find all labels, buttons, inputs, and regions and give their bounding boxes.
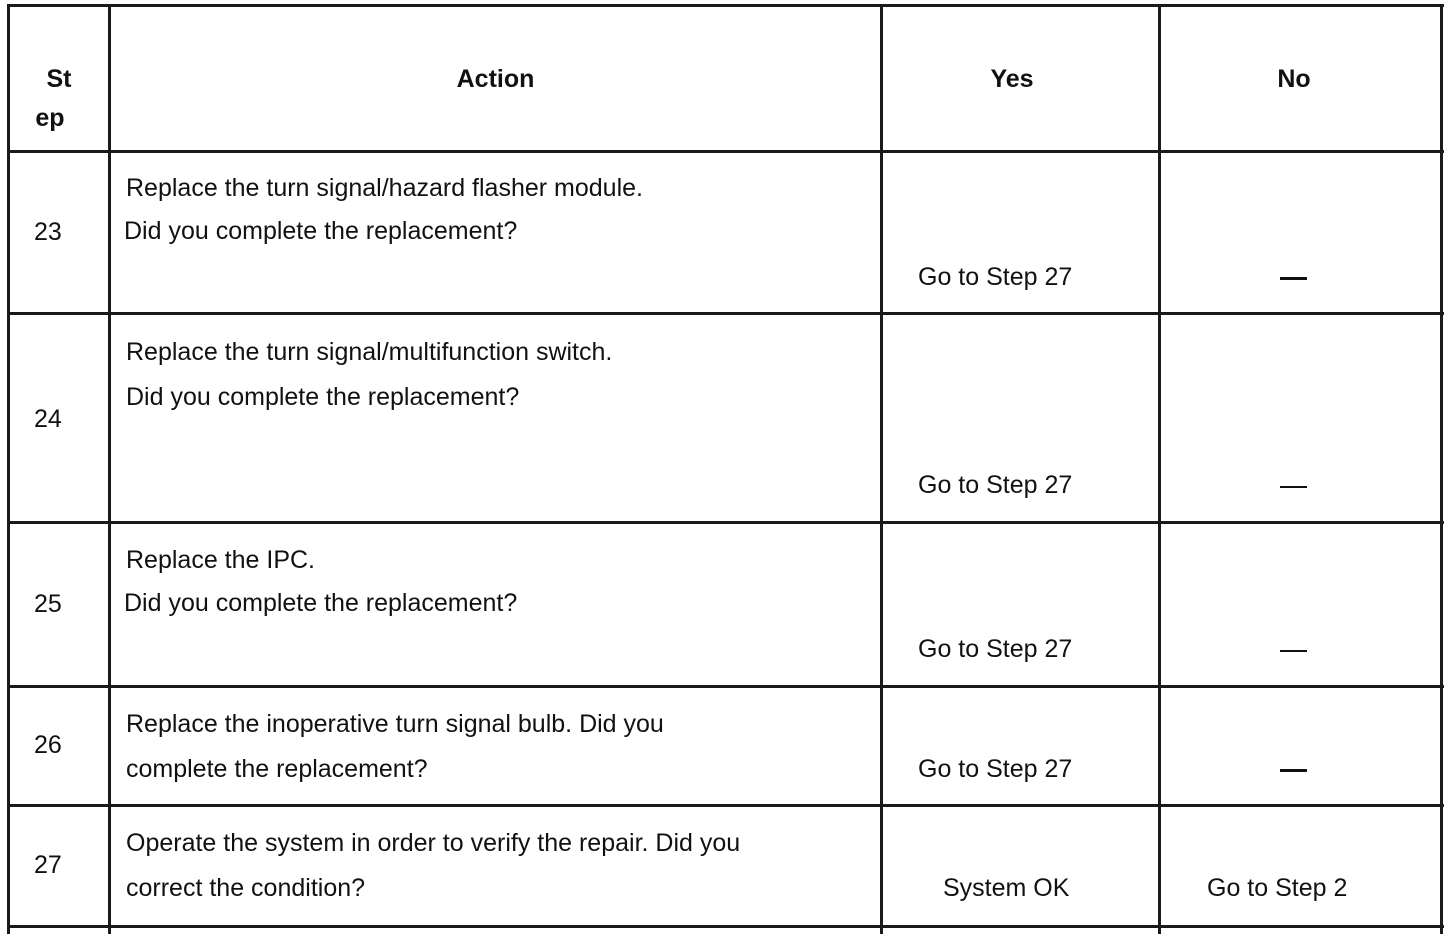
no-result-dash — [1280, 486, 1307, 488]
table-border-bottom — [7, 925, 1444, 928]
action-line: Did you complete the replacement? — [124, 589, 518, 617]
row-divider — [7, 685, 1444, 688]
header-step-line-1: St — [46, 65, 72, 93]
yes-result: Go to Step 27 — [918, 755, 1073, 783]
step-number: 26 — [34, 731, 62, 759]
no-result-dash — [1280, 650, 1307, 652]
action-line: Operate the system in order to verify the repair. Did you — [126, 829, 741, 857]
no-result: Go to Step 2 — [1207, 874, 1348, 902]
yes-result: Go to Step 27 — [918, 263, 1073, 291]
action-line: Did you complete the replacement? — [124, 217, 518, 245]
table-border-left — [7, 4, 10, 934]
header-action: Action — [456, 65, 535, 93]
header-no: No — [1277, 65, 1311, 93]
step-number: 25 — [34, 590, 62, 618]
row-divider — [7, 804, 1444, 807]
header-divider — [7, 150, 1444, 153]
action-line: correct the condition? — [126, 874, 366, 902]
action-line: Replace the IPC. — [126, 546, 315, 574]
action-line: Did you complete the replacement? — [126, 383, 520, 411]
step-number: 27 — [34, 851, 62, 879]
row-divider — [7, 312, 1444, 315]
column-divider — [108, 4, 111, 934]
action-line: Replace the turn signal/multifunction switch. — [126, 338, 613, 366]
action-line: complete the replacement? — [126, 755, 428, 783]
step-number: 24 — [34, 405, 62, 433]
no-result-dash — [1280, 769, 1307, 772]
yes-result: Go to Step 27 — [918, 471, 1073, 499]
header-step-line-2: ep — [35, 104, 65, 132]
table-border-right — [1440, 4, 1443, 934]
no-result-dash — [1280, 277, 1307, 280]
step-number: 23 — [34, 218, 62, 246]
yes-result: Go to Step 27 — [918, 635, 1073, 663]
action-line: Replace the turn signal/hazard flasher module. — [126, 174, 643, 202]
table-border-top — [7, 4, 1444, 7]
action-line: Replace the inoperative turn signal bulb. Did you — [126, 710, 664, 738]
column-divider — [880, 4, 883, 934]
yes-result: System OK — [943, 874, 1070, 902]
row-divider — [7, 521, 1444, 524]
header-yes: Yes — [990, 65, 1034, 93]
column-divider — [1158, 4, 1161, 934]
